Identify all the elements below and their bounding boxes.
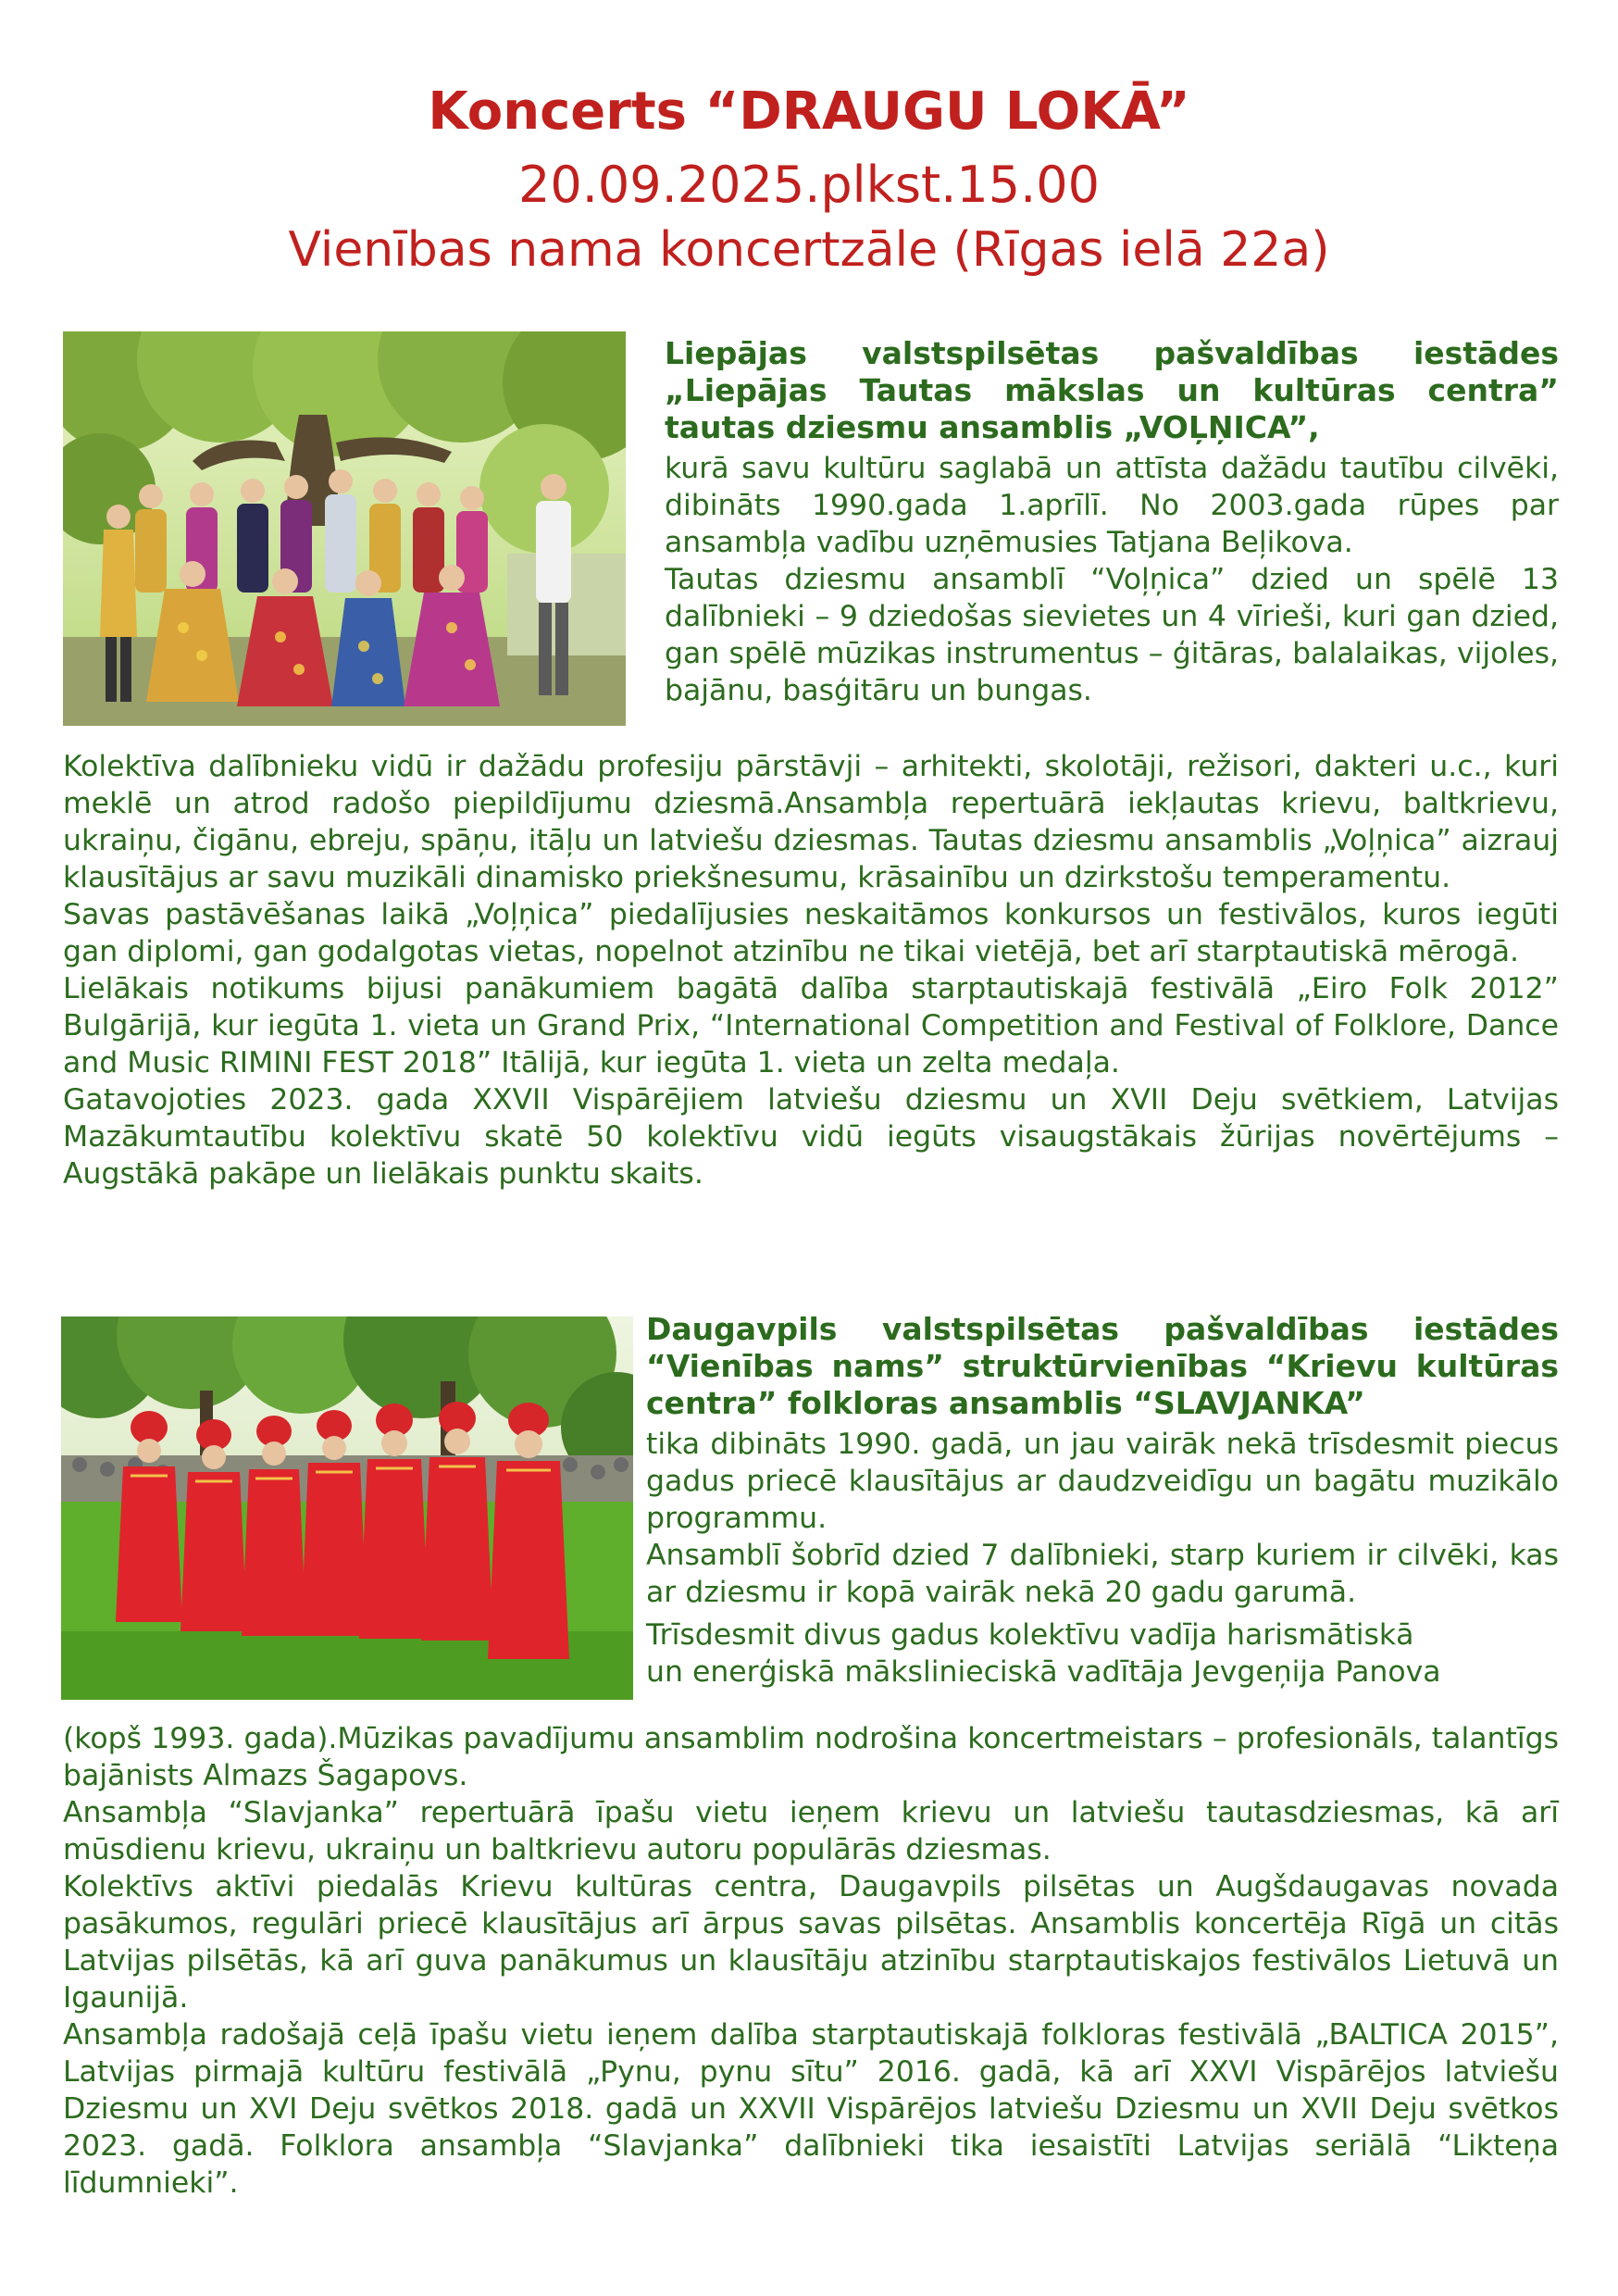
slavjanka-photo <box>61 1316 633 1700</box>
slavjanka-side-paragraph: tika dibināts 1990. gadā, un jau vairāk nekā trīsdesmit piecus gadus priecē klausītājus ar daudzveidīgu un bagātu muzikālo programmu. <box>646 1428 1559 1535</box>
volnica-heading-line-2: „Liepājas Tautas mākslas un kultūras centra” <box>665 372 1559 408</box>
volnica-heading-line-3: tautas dziesmu ansamblis „VOĻŅICA”, <box>665 409 1320 445</box>
concert-datetime: 20.09.2025.plkst.15.00 <box>518 156 1100 214</box>
slavjanka-intro <box>646 1311 1559 1691</box>
volnica-body <box>63 748 1559 1192</box>
slavjanka-heading-line-2: “Vienības nams” struktūrvienības “Krievu kultūras <box>646 1348 1559 1384</box>
volnica-body-paragraph: Savas pastāvēšanas laikā „Voļņica” piedalījusies neskaitāmos konkursos un festivālos, kuros iegūti gan diplomi, gan godalgotas vietas, nopelnot atzinību ne tikai vietējā, bet arī starptautiskā mērogā. <box>63 898 1559 968</box>
volnica-photo <box>63 331 626 726</box>
volnica-body-paragraph: Gatavojoties 2023. gada XXVII Vispārējiem latviešu dziesmu un XVII Deju svētkiem, Latvijas Mazākumtautību kolektīvu skatē 50 kolektīvu vidū iegūts visaugstākais žūrijas novērtējums – Augstākā pakāpe un lielākais punktu skaits. <box>63 1083 1559 1191</box>
volnica-side-paragraph: Tautas dziesmu ansamblī “Voļņica” dzied un spēlē 13 dalībnieki – 9 dziedošas sievietes un 4 vīrieši, kuri gan dzied, gan spēlē mūzikas instrumentus – ģitāras, balalaikas, vijoles, bajānu, basģitāru un bungas. <box>665 563 1559 707</box>
concert-venue: Vienības nama koncertzāle (Rīgas ielā 22a) <box>288 222 1330 278</box>
slavjanka-side-paragraph: Trīsdesmit divus gadus kolektīvu vadīja harismātiskā <box>646 1618 1414 1652</box>
volnica-heading-line-1: Liepājas valstspilsētas pašvaldības iestādes <box>665 335 1559 371</box>
volnica-side-text <box>665 450 1559 709</box>
slavjanka-heading <box>646 1311 1559 1422</box>
slavjanka-body <box>63 1720 1559 2202</box>
slavjanka-body-paragraph: Ansambļa radošajā ceļā īpašu vietu ieņem dalība starptautiskajā folkloras festivālā „BALTICA 2015”, Latvijas pirmajā kultūru festivālā „Pynu, pynu sītu” 2016. gadā, kā arī XXVI Vispārējos latviešu Dziesmu un XVI Deju svētkos 2018. gadā un XXVII Vispārējos latviešu Dziesmu un XVII Deju svētkos 2023. gadā. Folklora ansambļa “Slavjanka” dalībnieki tika iesaistīti Latvijas seriālā “Likteņa līdumnieki”. <box>63 2018 1559 2200</box>
concert-title: Koncerts “DRAUGU LOKĀ” <box>428 81 1190 142</box>
slavjanka-body-paragraph: Kolektīvs aktīvi piedalās Krievu kultūras centra, Daugavpils pilsētas un Augšdaugavas novada pasākumos, regulāri priecē klausītājus arī ārpus savas pilsētas. Ansamblis koncertēja Rīgā un citās Latvijas pilsētās, kā arī guva panākumus un klausītāju atzinību starptautiskajos festivālos Lietuvā un Igaunijā. <box>63 1870 1559 2015</box>
volnica-body-paragraph: Lielākais notikums bijusi panākumiem bagātā dalība starptautiskajā festivālā „Eiro Folk 2012” Bulgārijā, kur iegūta 1. vieta un Grand Prix, “International Competition and Festival of Folklore, Dance and Music RIMINI FEST 2018” Itālijā, kur iegūta 1. vieta un zelta medaļa. <box>63 972 1559 1079</box>
slavjanka-body-paragraph: Ansambļa “Slavjanka” repertuārā īpašu vietu ieņem krievu un latviešu tautasdziesmas, kā arī mūsdienu krievu, ukraiņu un baltkrievu autoru populārās dziesmas. <box>63 1796 1559 1866</box>
slavjanka-heading-line-3: centra” folkloras ansamblis “SLAVJANKA” <box>646 1385 1365 1421</box>
volnica-side-paragraph: kurā savu kultūru saglabā un attīsta dažādu tautību cilvēki, dibināts 1990.gada 1.aprīlī. No 2003.gada rūpes par ansambļa vadību uzņēmusies Tatjana Beļikova. <box>665 452 1559 559</box>
slavjanka-side-text <box>646 1426 1559 1691</box>
slavjanka-side-paragraph: Ansamblī šobrīd dzied 7 dalībnieki, starp kuriem ir cilvēki, kas ar dziesmu ir kopā vairāk nekā 20 gadu garumā. <box>646 1539 1559 1609</box>
slavjanka-body-paragraph: (kopš 1993. gada).Mūzikas pavadījumu ansamblim nodrošina koncertmeistars – profesionāls, talantīgs bajānists Almazs Šagapovs. <box>63 1722 1559 1792</box>
slavjanka-heading-line-1: Daugavpils valstspilsētas pašvaldības iestādes <box>646 1311 1559 1347</box>
volnica-heading <box>665 335 1559 446</box>
volnica-intro <box>665 335 1559 709</box>
slavjanka-side-paragraph: un enerģiskā mākslinieciskā vadītāja Jevgeņija Panova <box>646 1655 1441 1689</box>
volnica-body-paragraph: Kolektīva dalībnieku vidū ir dažādu profesiju pārstāvji – arhitekti, skolotāji, režisori, dakteri u.c., kuri meklē un atrod radošo piepildījumu dziesmā.Ansambļa repertuārā iekļautas krievu, baltkrievu, ukraiņu, čigānu, ebreju, spāņu, itāļu un latviešu dziesmas. Tautas dziesmu ansamblis „Voļņica” aizrauj klausītājus ar savu muzikāli dinamisko priekšnesumu, krāsainību un dzirkstošu temperamentu. <box>63 750 1559 894</box>
